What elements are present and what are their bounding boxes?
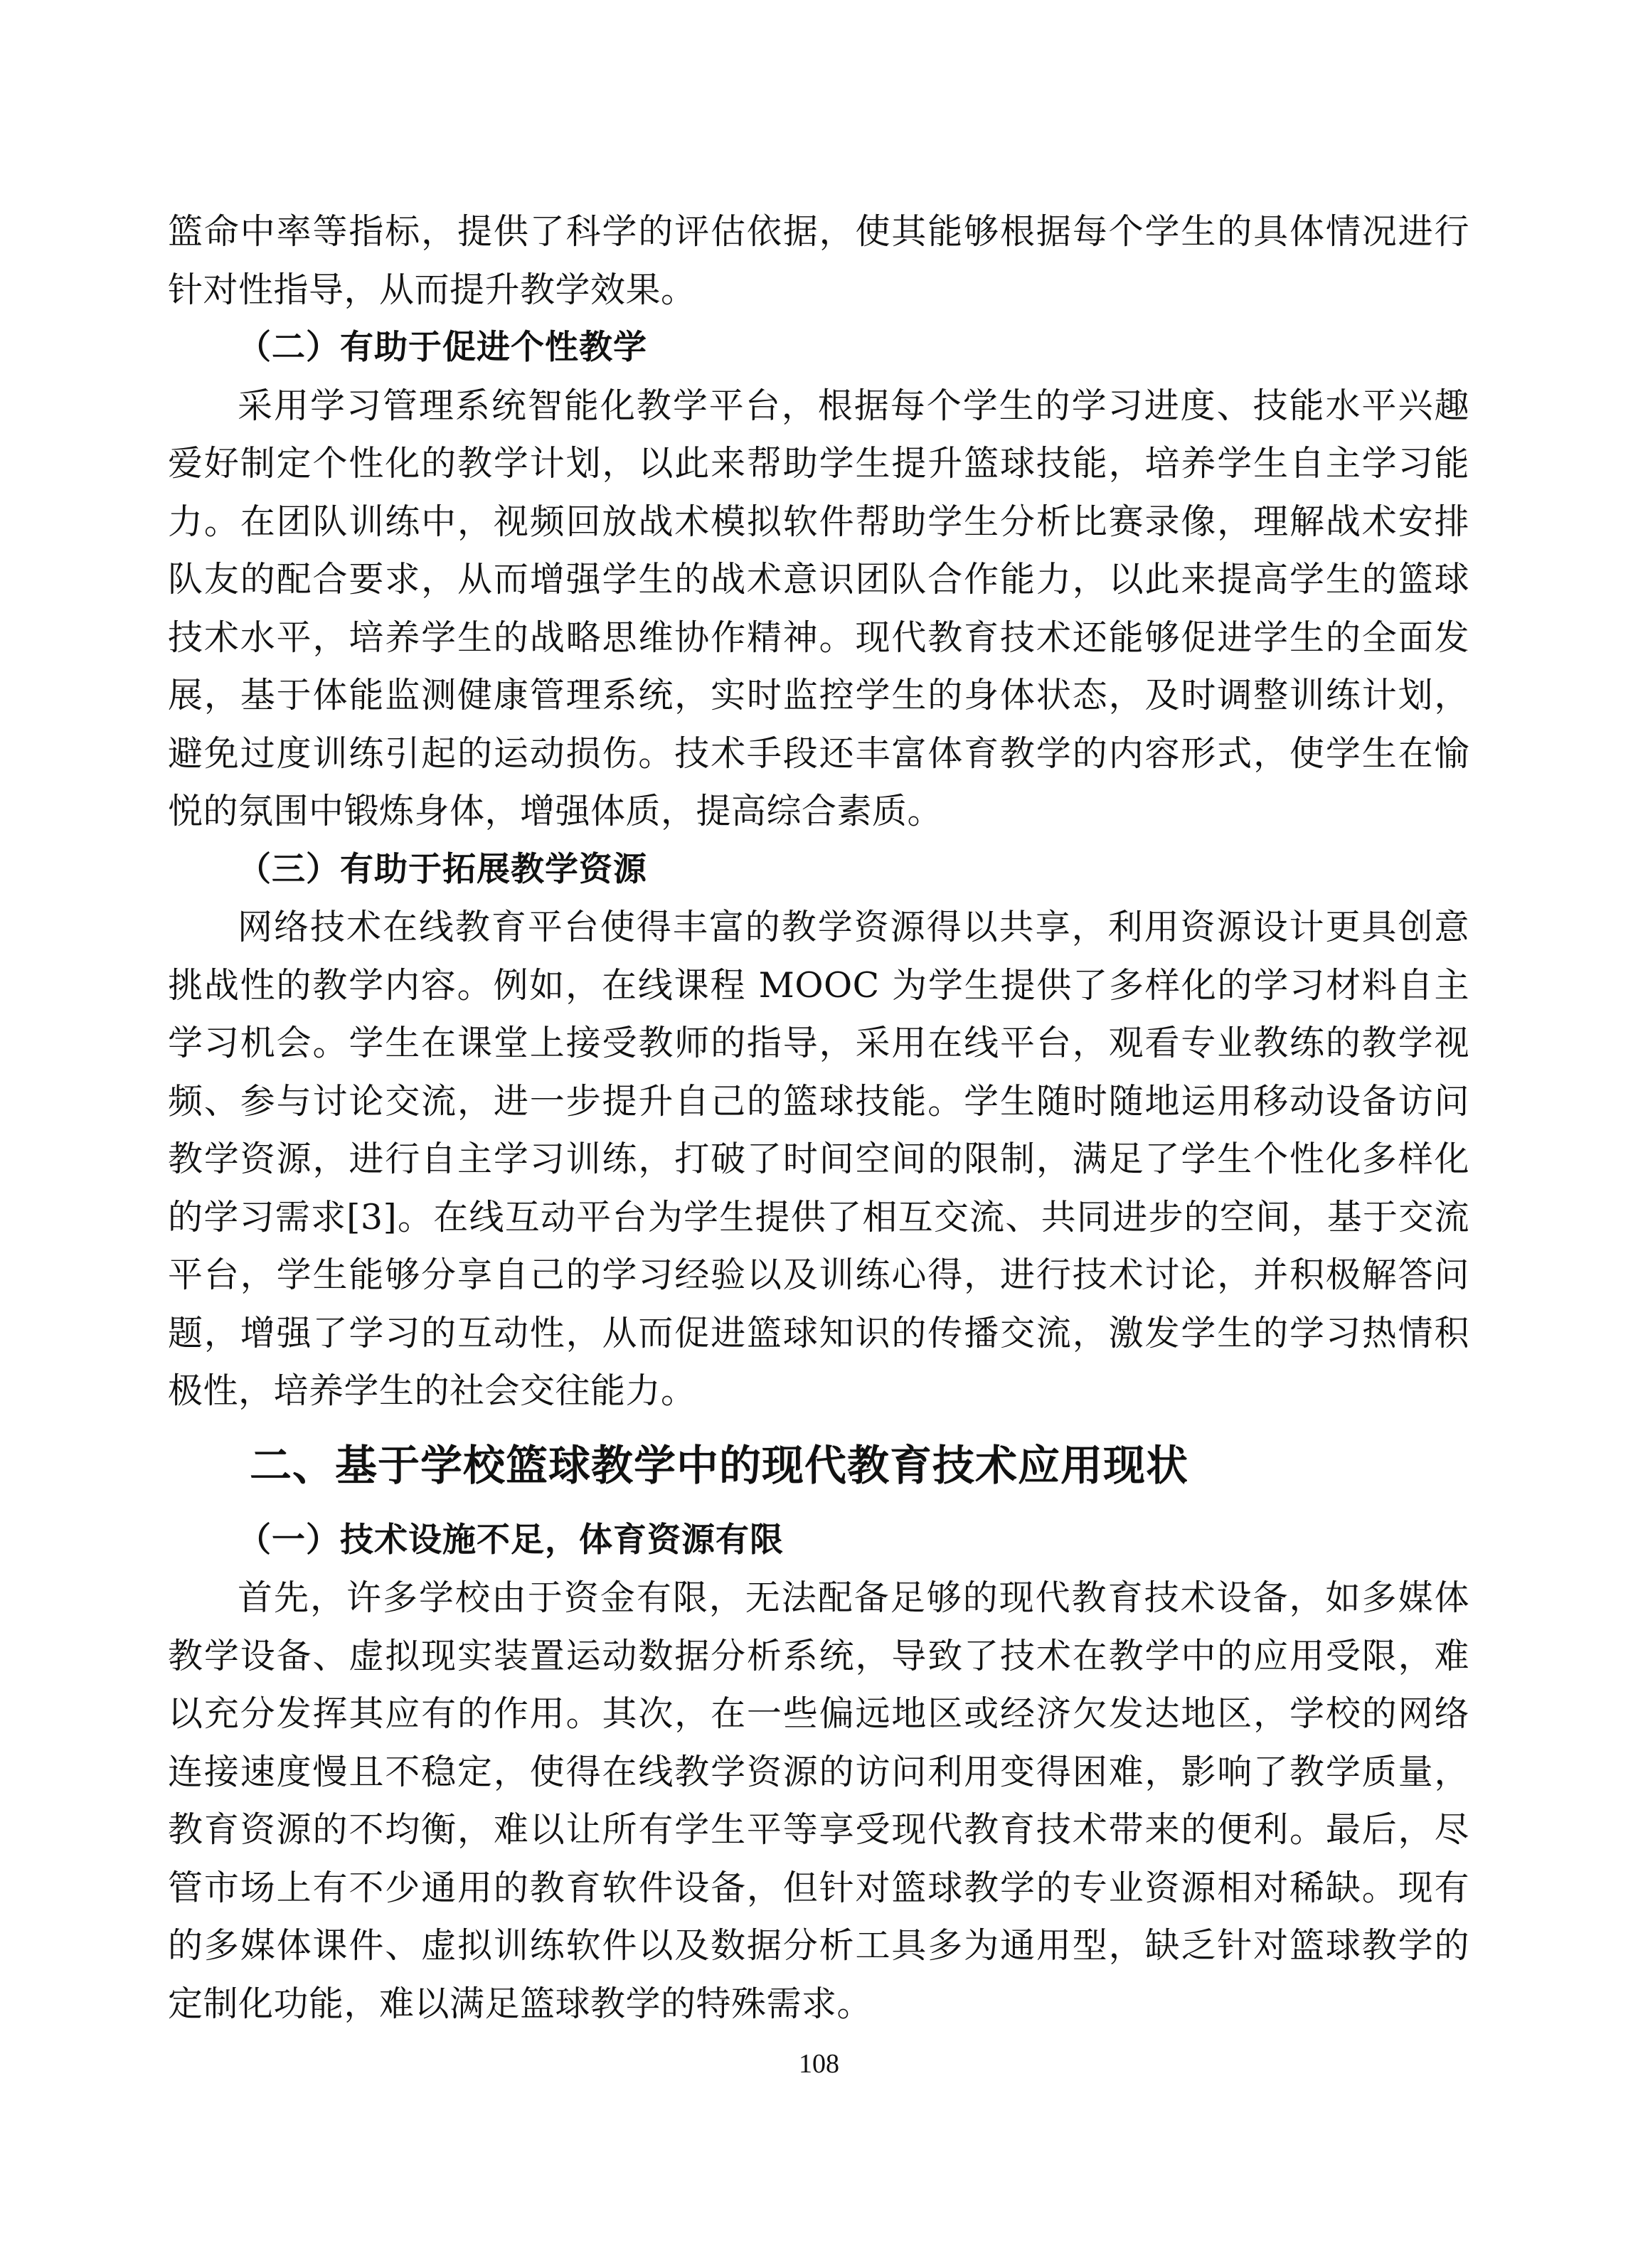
subheading-personalized-teaching: （二）有助于促进个性教学 xyxy=(238,328,647,367)
subheading-insufficient-facilities: （一）技术设施不足，体育资源有限 xyxy=(238,1520,784,1560)
section-heading-current-status: 二、基于学校篮球教学中的现代教育技术应用现状 xyxy=(250,1440,1189,1490)
paragraph-continued: 篮命中率等指标，提供了科学的评估依据，使其能够根据每个学生的具体情况进行针对性指导，从而提升教学效果。 xyxy=(168,211,1469,310)
page-number: 108 xyxy=(799,2049,839,2079)
page-content xyxy=(168,203,1469,2033)
paragraph-insufficient-facilities: 首先，许多学校由于资金有限，无法配备足够的现代教育技术设备，如多媒体教学设备、虚拟现实装置运动数据分析系统，导致了技术在教学中的应用受限，难以充分发挥其应有的作用。其次，在一些偏远地区或经济欠发达地区，学校的网络连接速度慢且不稳定，使得在线教学资源的访问利用变得困难，影响了教学质量，教育资源的不均衡，难以让所有学生平等享受现代教育技术带来的便利。最后，尽管市场上有不少通用的教育软件设备，但针对篮球教学的专业资源相对稀缺。现有的多媒体课件、虚拟训练软件以及数据分析工具多为通用型，缺乏针对篮球教学的定制化功能，难以满足篮球教学的特殊需求。 xyxy=(168,1577,1469,2024)
subheading-teaching-resources: （三）有助于拓展教学资源 xyxy=(238,849,647,889)
paragraph-teaching-resources: 网络技术在线教育平台使得丰富的教学资源得以共享，利用资源设计更具创意挑战性的教学内容。例如，在线课程 MOOC 为学生提供了多样化的学习材料自主学习机会。学生在课堂上接受教师的指导，采用在线平台，观看专业教练的教学视频、参与讨论交流，进一步提升自己的篮球技能。学生随时随地运用移动设备访问教学资源，进行自主学习训练，打破了时间空间的限制，满足了学生个性化多样化的学习需求[3]。在线互动平台为学生提供了相互交流、共同进步的空间，基于交流平台，学生能够分享自己的学习经验以及训练心得，进行技术讨论，并积极解答问题，增强了学习的互动性，从而促进篮球知识的传播交流，激发学生的学习热情积极性，培养学生的社会交往能力。 xyxy=(168,907,1469,1411)
paragraph-personalized-teaching: 采用学习管理系统智能化教学平台，根据每个学生的学习进度、技能水平兴趣爱好制定个性化的教学计划，以此来帮助学生提升篮球技能，培养学生自主学习能力。在团队训练中，视频回放战术模拟软件帮助学生分析比赛录像，理解战术安排队友的配合要求，从而增强学生的战术意识团队合作能力，以此来提高学生的篮球技术水平，培养学生的战略思维协作精神。现代教育技术还能够促进学生的全面发展，基于体能监测健康管理系统，实时监控学生的身体状态，及时调整训练计划，避免过度训练引起的运动损伤。技术手段还丰富体育教学的内容形式，使学生在愉悦的氛围中锻炼身体，增强体质，提高综合素质。 xyxy=(168,385,1469,831)
